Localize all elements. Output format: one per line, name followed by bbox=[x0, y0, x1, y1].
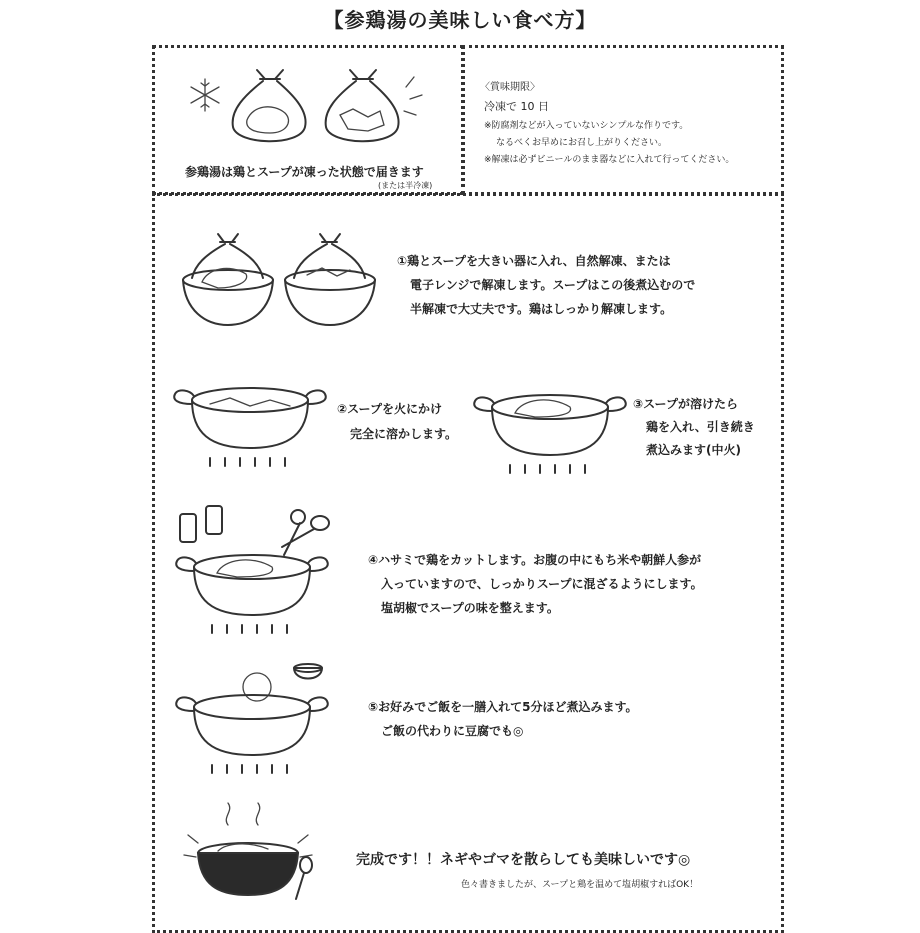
expiry-value: 冷凍で 10 日 bbox=[484, 100, 549, 113]
step5-text: ご飯の代わりに豆腐でも◎ bbox=[381, 724, 524, 738]
finished-samgyetang-icon bbox=[178, 795, 328, 905]
expiry-heading: 〈賞味期限〉 bbox=[480, 82, 540, 93]
step5-text: ⑤お好みでご飯を一膳入れて5分ほど煮込みます。 bbox=[368, 700, 638, 714]
expiry-note: なるべくお早めにお召し上がりください。 bbox=[496, 138, 668, 148]
bowl-chicken-icon bbox=[180, 230, 280, 330]
frozen-soup-bag-icon bbox=[318, 65, 428, 155]
intro-caption: 参鶏湯は鶏とスープが凍った状態で届きます bbox=[185, 165, 424, 179]
step1-text: 半解凍で大丈夫です。鶏はしっかり解凍します。 bbox=[410, 302, 673, 316]
step1-text: ①鶏とスープを大きい器に入れ、自然解凍、または bbox=[397, 254, 671, 268]
final-small-text: 色々書きましたが、スープと鶏を温めて塩胡椒すればOK！ bbox=[461, 880, 699, 890]
page-title: 【参鶏湯の美味しい食べ方】 bbox=[323, 8, 597, 32]
step2-text: ②スープを火にかけ bbox=[337, 402, 442, 416]
pot-cutting-icon bbox=[172, 545, 332, 635]
final-text: 完成です！！ネギやゴマを散らしても美味しいです◎ bbox=[356, 852, 691, 868]
step2-text: 完全に溶かします。 bbox=[350, 427, 458, 441]
intro-caption-small: (または半冷凍) bbox=[378, 181, 433, 190]
pot-chicken-icon bbox=[470, 385, 630, 475]
pot-rice-icon bbox=[172, 675, 332, 775]
step4-text: 塩胡椒でスープの味を整えます。 bbox=[381, 601, 559, 615]
step3-text: 鶏を入れ、引き続き bbox=[646, 420, 755, 434]
snowflake-icon bbox=[185, 75, 225, 115]
step4-text: 入っていますので、しっかりスープに混ざるようにします。 bbox=[381, 577, 703, 591]
expiry-note: ※解凍は必ずビニールのまま器などに入れて行ってください。 bbox=[484, 155, 735, 165]
salt-pepper-shaker-icon bbox=[178, 500, 238, 550]
pot-soup-icon bbox=[170, 378, 330, 468]
step3-text: 煮込みます(中火) bbox=[646, 443, 741, 457]
step3-text: ③スープが溶けたら bbox=[633, 397, 738, 411]
step4-text: ④ハサミで鶏をカットします。お腹の中にもち米や朝鮮人参が bbox=[368, 553, 702, 567]
frozen-chicken-bag-icon bbox=[225, 65, 315, 155]
expiry-note: ※防腐剤などが入っていないシンプルな作りです。 bbox=[484, 121, 689, 131]
step1-text: 電子レンジで解凍します。スープはこの後煮込むので bbox=[410, 278, 696, 292]
bowl-soup-icon bbox=[282, 230, 382, 330]
